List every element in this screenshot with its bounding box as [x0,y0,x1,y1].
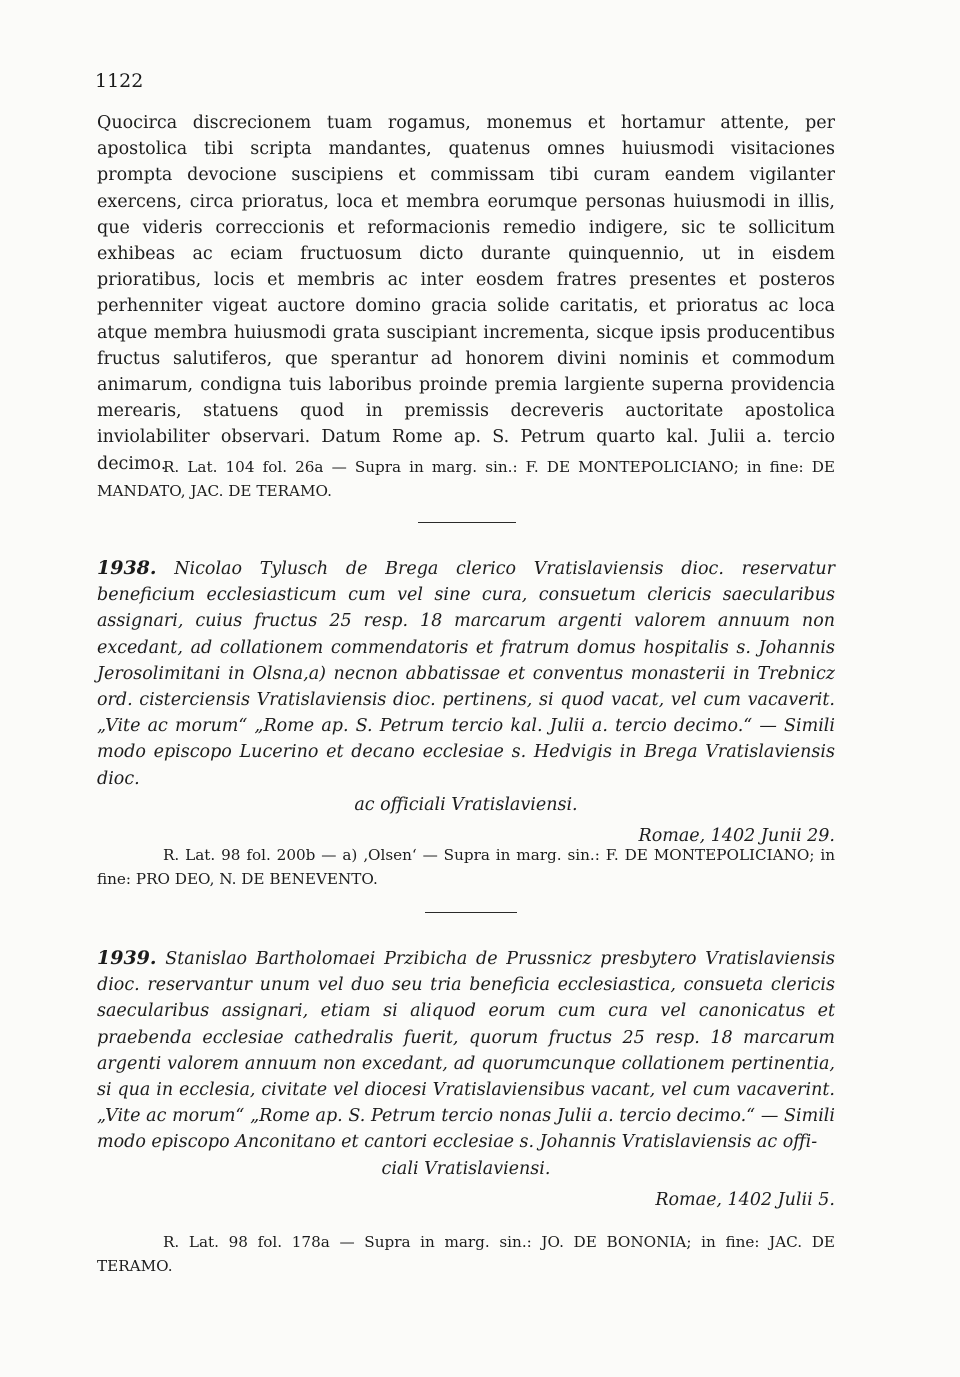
intro-paragraph: Quocirca discrecionem tuam rogamus, monemus et hortamur attente, per apostolica tibi scripta mandantes, quatenus omnes huiusmodi visitaciones prompta devocione suscipiens et commissam tibi curam eandem vigilanter exercens, circa prioratus, loca et membra eorumque personas huiusmodi in illis, que videris correccionis et reformacionis remedio indigere, sic te sollicitum exhibeas ac eciam fructuosum dicto durante quinquennio, ut in eisdem prioratibus, locis et membris ac inter eosdem fratres presentes et posteros perhenniter vigeat auctore domino gracia solide caritatis, et prioratus ac loca atque membra huiusmodi grata suscipiant incrementa, sicque ipsis producentibus fructus salutiferos, que sperantur ad honorem divini nominis et commodum animarum, condigna tuis laboribus proinde premia largiente superna providencia merearis, statuens quod in premissis decreveris auctoritate apostolica inviolabiliter observari. Datum Rome ap. S. Petrum quarto kal. Julii a. tercio decimo. [97,113,835,474]
entry-1939 [97,945,835,1227]
intro-source-note-block [97,455,835,503]
entry-1938-date: Romae, 1402 Junii 29. [638,826,835,847]
entry-1938-text [97,555,835,792]
entry-1938-body: Nicolao Tylusch de Brega clerico Vratislaviensis dioc. reservatur beneficium ecclesiasticum cum vel sine cura, consuetum clericis saecularibus assignari, cuius fructus 25 resp. 18 marcarum argenti valorem annuum non excedant, ad collationem commendatoris et fratrum domus hospitalis s. Johannis Jerosolimitani in Olsna,a) necnon abbatissae et conventus monasterii in Trebnicz ord. cisterciensis Vratislaviensis dioc. pertinens, si quod vacat, vel cum vacaverit. „Vite ac morum“ „Rome ap. S. Petrum tercio kal. Julii a. tercio decimo.“ — Simili modo episcopo Lucerino et decano ecclesiae s. Hedvigis in Brega Vratislaviensis dioc. [97,559,835,789]
intro-section [97,110,835,477]
entry-1939-note: R. Lat. 98 fol. 178a — Supra in marg. sin.: JO. DE BONONIA; in fine: JAC. DE TERAMO. [97,1233,835,1275]
entry-1939-date: Romae, 1402 Julii 5. [655,1189,835,1210]
entry-1938 [97,555,835,864]
section-divider-1 [418,522,516,523]
entry-1939-text [97,945,835,1156]
intro-source-note: R. Lat. 104 fol. 26a — Supra in marg. sin.: F. DE MONTEPOLICIANO; in fine: DE MANDATO, JAC. DE TERAMO. [97,458,835,500]
entry-1938-note: R. Lat. 98 fol. 200b — a) ‚Olsen‘ — Supra in marg. sin.: F. DE MONTEPOLICIANO; in fine: PRO DEO, N. DE BENEVENTO. [97,846,835,888]
page-number: 1122 [95,70,144,92]
entry-1939-body: Stanislao Bartholomaei Przibicha de Prussnicz presbytero Vratislaviensis dioc. reservantur unum vel duo seu tria beneficia ecclesiastica, consueta clericis saecularibus assignari, etiam si aliquod eorum cum cura vel canonicatus et praebenda ecclesiae cathedralis fuerit, quorum fructus 25 resp. 18 marcarum argenti valorem annuum non excedant, ad quorumcunque collationem pertinentia, si qua in ecclesia, civitate vel diocesi Vratislaviensibus vacant, vel cum vacaverint. „Vite ac morum“ „Rome ap. S. Petrum tercio nonas Julii a. tercio decimo.“ — Simili modo episcopo Anconitano et cantori ecclesiae s. Johannis Vratislaviensis ac offi- [97,949,835,1153]
entry-1939-note-block [97,1230,835,1278]
entry-1939-closing: ciali Vratislaviensi. [381,1158,551,1179]
entry-1939-number: 1939. [97,947,157,969]
section-divider-2 [425,912,517,913]
entry-1938-number: 1938. [97,557,157,579]
entry-1938-closing: ac officiali Vratislaviensi. [354,794,578,815]
entry-1938-note-block [97,843,835,891]
